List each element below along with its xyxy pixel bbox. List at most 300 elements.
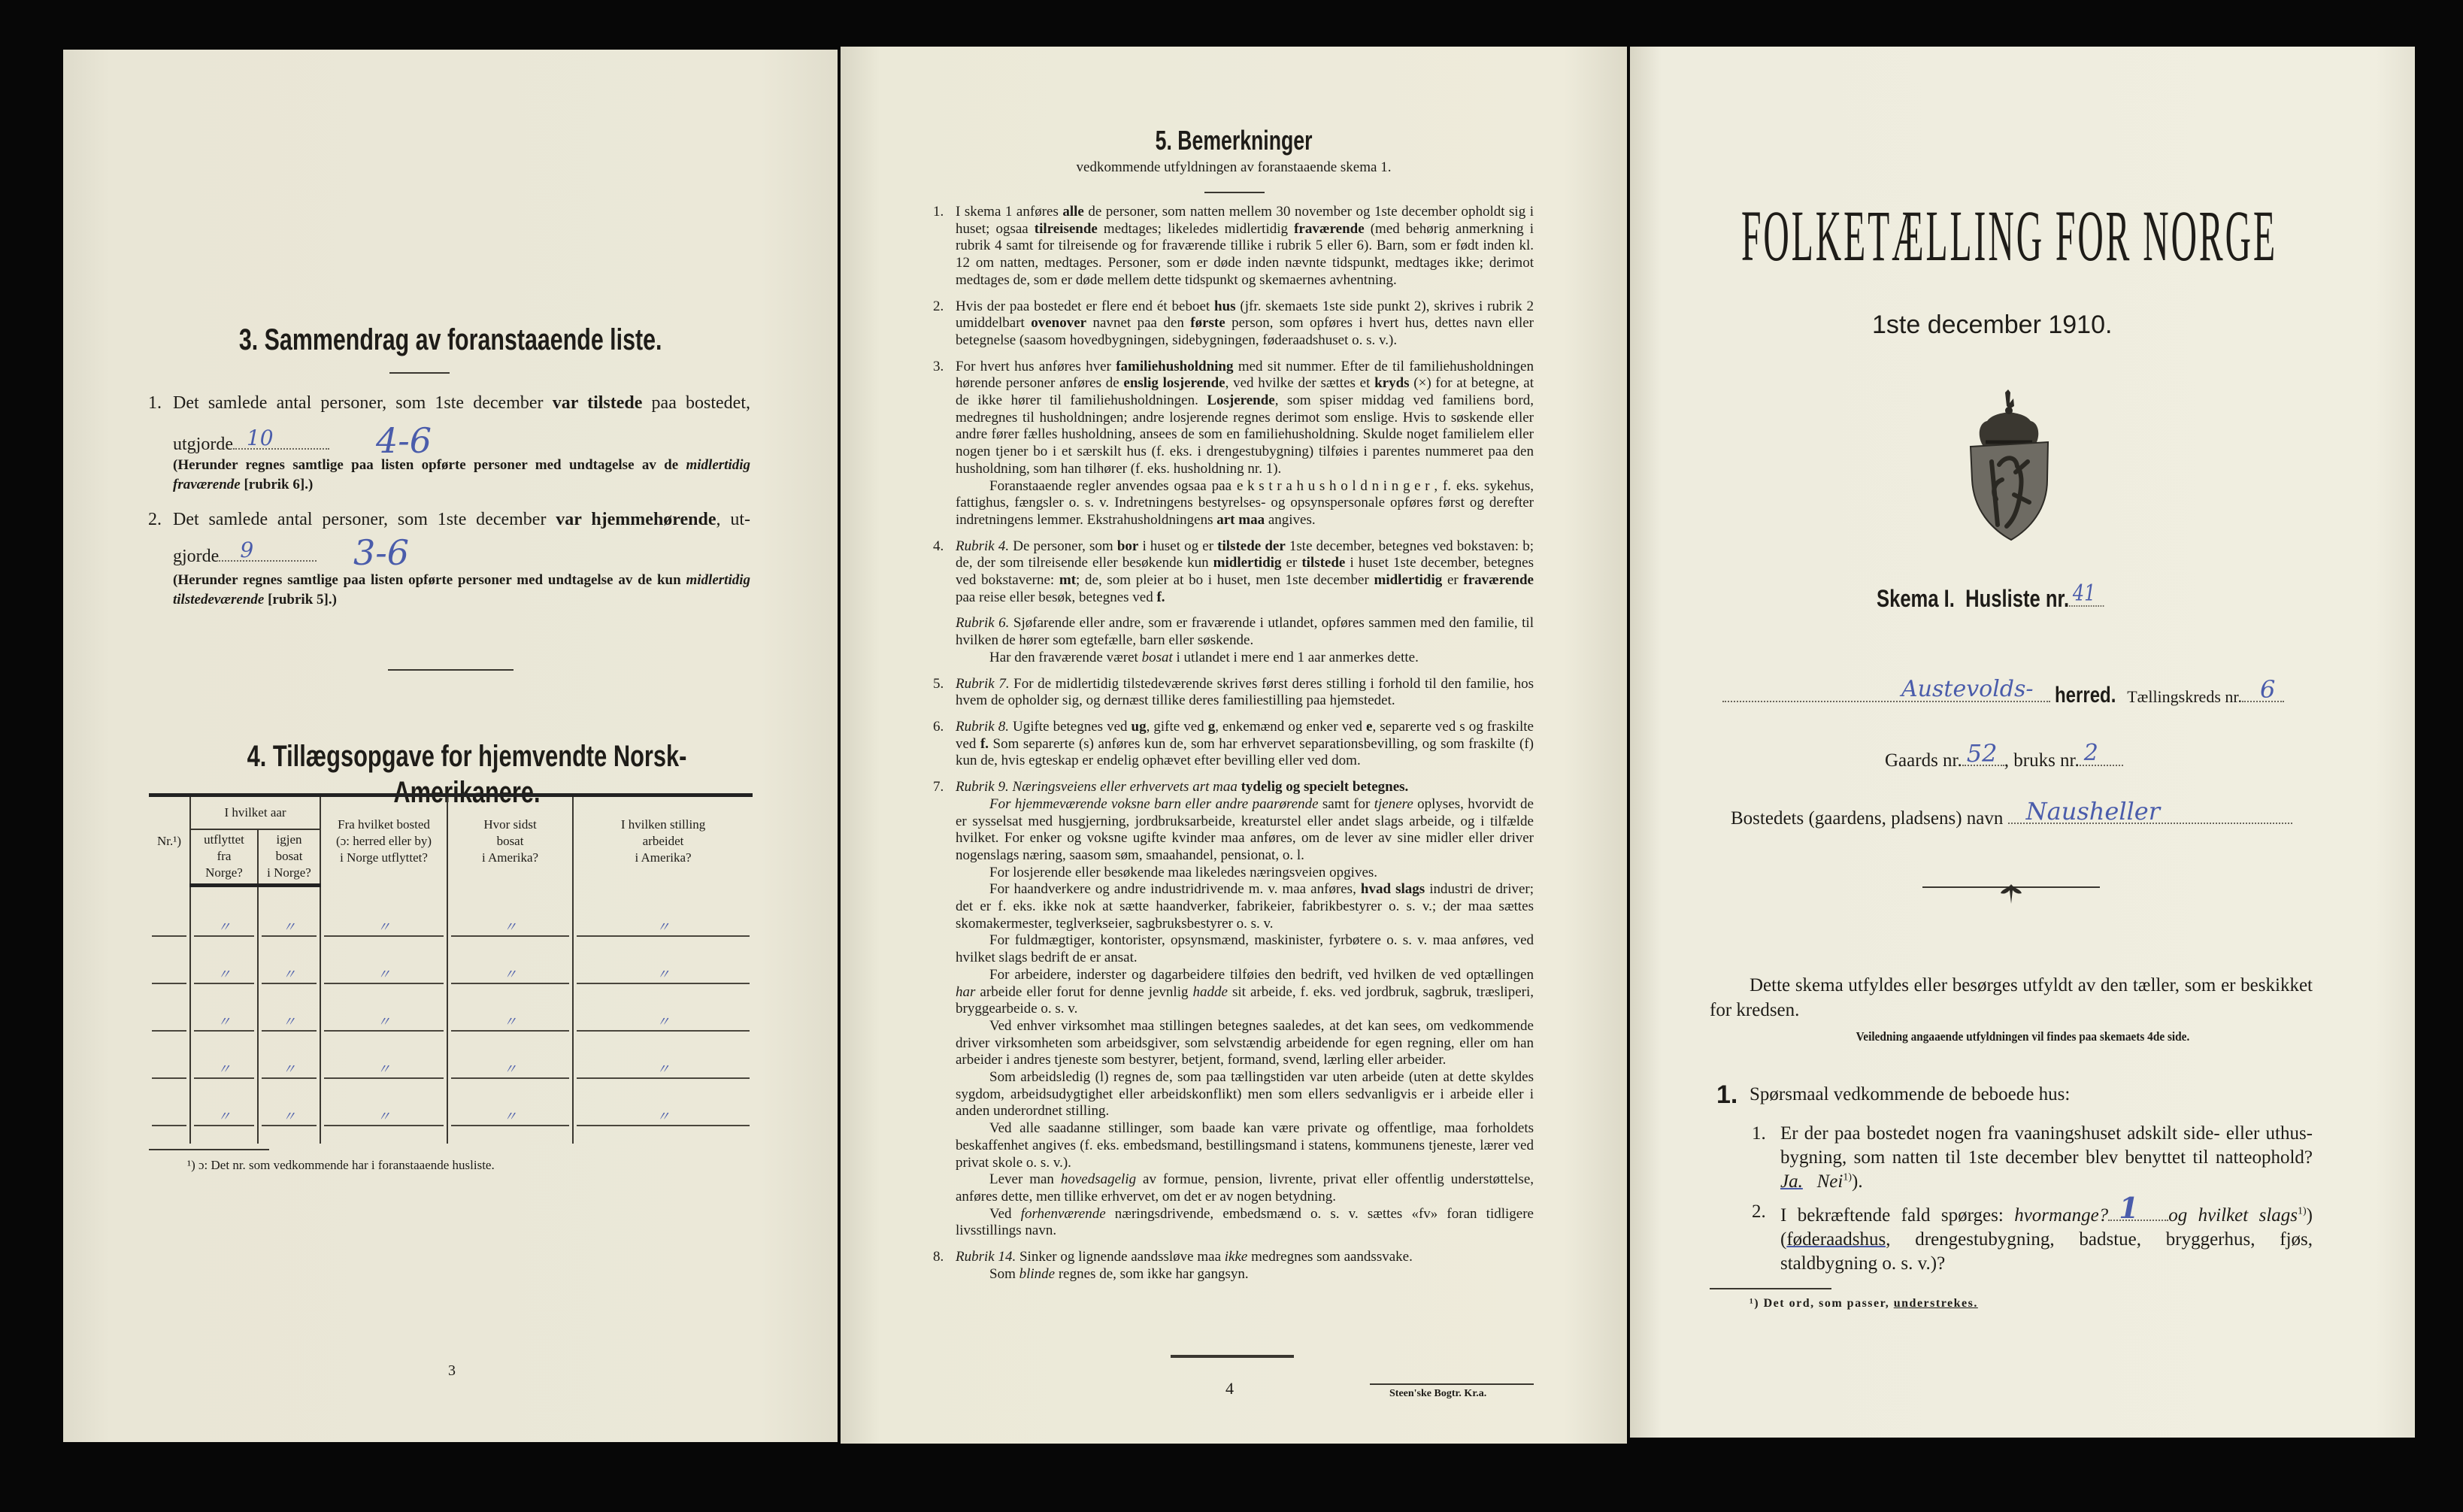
bold-text: tilreisende bbox=[1034, 220, 1098, 237]
handwritten-how-many: 1 bbox=[2119, 1191, 2139, 1225]
remark-paragraph bbox=[956, 1249, 1534, 1266]
table-cell[interactable] bbox=[258, 885, 320, 937]
kreds-field[interactable] bbox=[2242, 675, 2284, 704]
italic-text: blinde bbox=[1019, 1265, 1056, 1282]
text-run: , som spiser middag ved familiens bord, medregnes til husholdningen; andre losjerende regnes derimot som enslige. Hvis to søskende eller andre fører fælles husholdning, ansees de som en familiehusholdning. Skulde noget familielem eller nogen tjener bo i et særskilt hus (f. eks. i drengestubygning) tilføies i parentes nummeret paa den husholdning, som han tilhører (f. eks. husholdning nr. 1). bbox=[956, 392, 1534, 477]
table-cell bbox=[258, 1126, 320, 1144]
table-cell bbox=[190, 1126, 258, 1144]
handwritten-bruks-nr: 2 bbox=[2083, 740, 2098, 766]
table-body bbox=[149, 885, 753, 1144]
answer-underlined[interactable]: føderaadshus, bbox=[1786, 1229, 1891, 1250]
table-cell[interactable] bbox=[320, 885, 447, 937]
ditto-mark: 〃 bbox=[503, 920, 517, 935]
text-run: de personer, som natten mellem 30 november og 1ste december opholdt sig i huset; ogsaa bbox=[956, 204, 1534, 237]
dotted-line bbox=[233, 426, 329, 450]
printer-rule bbox=[1370, 1383, 1534, 1385]
q1-text bbox=[1780, 1122, 2313, 1194]
table-cell bbox=[149, 1126, 190, 1144]
table-row bbox=[149, 885, 753, 937]
gaards-field[interactable] bbox=[1962, 739, 2004, 768]
italic-text: hovedsagelig bbox=[1060, 1171, 1137, 1188]
italic-text: midlertidig fraværende bbox=[173, 457, 750, 492]
punctuation: ) bbox=[2306, 1205, 2313, 1226]
header-line: igjen bbox=[276, 832, 302, 847]
cell-underline bbox=[577, 920, 750, 937]
cover-footnote bbox=[1750, 1296, 1978, 1311]
ditto-mark: 〃 bbox=[503, 967, 517, 983]
question-section-title: Spørsmaal vedkommende de beboede hus: bbox=[1750, 1084, 2071, 1104]
cell-underline bbox=[262, 967, 317, 984]
header-line: fra bbox=[217, 849, 232, 864]
cell-underline bbox=[194, 967, 254, 984]
remark-paragraph bbox=[956, 865, 1534, 882]
table-cell[interactable] bbox=[320, 1032, 447, 1079]
text-run: paa reise eller besøk, betegnes ved bbox=[956, 589, 1157, 605]
bold-text: midlertidig bbox=[1213, 555, 1282, 571]
ditto-mark: 〃 bbox=[503, 1109, 517, 1125]
remark-item bbox=[933, 676, 1534, 710]
bold-text: tilstede der bbox=[1217, 538, 1286, 554]
text-run: arbeide eller forut for denne jevnlig bbox=[975, 983, 1193, 1000]
note-text bbox=[173, 457, 750, 492]
table-cell[interactable] bbox=[258, 937, 320, 984]
italic-text: forhenværende bbox=[1020, 1205, 1106, 1222]
text-run: Har den fraværende været bbox=[989, 649, 1142, 665]
cell-underline bbox=[194, 1109, 254, 1126]
text-run: person, som opføres i hvert hus, dettes navn eller betegnelse (saasom hovedbygningen, sidebygningen, føderaadshuset o. s. v.). bbox=[956, 315, 1534, 348]
bosted-field[interactable] bbox=[2008, 797, 2292, 826]
text-run: medtages; likeledes midlertidig bbox=[1097, 220, 1295, 237]
remark-item bbox=[933, 1249, 1534, 1283]
text-run: , gifte ved bbox=[1146, 718, 1208, 735]
cell-underline bbox=[194, 1062, 254, 1079]
ditto-mark: 〃 bbox=[656, 967, 671, 983]
skema-label: Skema I. bbox=[1877, 585, 1955, 612]
text-run: (Herunder regnes samtlige paa listen opførte personer med undtagelse av de bbox=[173, 457, 686, 473]
header-line: I hvilken stilling bbox=[620, 817, 706, 832]
divider bbox=[389, 372, 450, 374]
table-cell[interactable] bbox=[320, 937, 447, 984]
bold-text: art maa bbox=[1216, 511, 1265, 528]
italic-text: tjenere bbox=[1374, 795, 1413, 812]
cell-underline bbox=[324, 1014, 444, 1032]
table-cell[interactable] bbox=[190, 1079, 258, 1126]
bruks-label: , bruks nr. bbox=[2004, 750, 2080, 771]
table-cell[interactable] bbox=[320, 984, 447, 1032]
table-cell[interactable] bbox=[447, 984, 573, 1032]
ditto-mark: 〃 bbox=[377, 1109, 391, 1125]
col-header-emigrated bbox=[190, 829, 258, 885]
husliste-field[interactable] bbox=[2069, 580, 2104, 607]
table-cell[interactable] bbox=[258, 1032, 320, 1079]
text-run: oplyses, hvorvidt de er sysselsat med husgjerning, jordbruksarbeide, kreaturstel eller andet slags arbeide, og i tilfælde hvilket. For enker og voksne ugifte kvinder maa anføres, om de lever av sine midler eller driver nogenslags næring, saasom søm, smaahandel, pensionat, o. l. bbox=[956, 795, 1534, 863]
text-run: For hvert hus anføres hver bbox=[956, 358, 1116, 374]
remark-paragraph bbox=[956, 1120, 1534, 1171]
table-row bbox=[149, 984, 753, 1032]
remark-paragraph bbox=[956, 1266, 1534, 1283]
text-run: Det samlede antal personer, som 1ste december bbox=[173, 510, 556, 529]
ditto-mark: 〃 bbox=[503, 1062, 517, 1077]
italic-text: har bbox=[956, 983, 976, 1000]
cell-underline bbox=[262, 1062, 317, 1079]
header-line: bosat bbox=[496, 833, 524, 848]
bold-text: hus bbox=[1214, 298, 1236, 314]
handwritten-value: 10 bbox=[246, 426, 274, 450]
header-line: arbeidet bbox=[642, 833, 684, 848]
ditto-mark: 〃 bbox=[282, 1062, 296, 1077]
text-run: Foranstaaende regler anvendes ogsaa paa bbox=[989, 477, 1237, 494]
remark-paragraph bbox=[956, 1018, 1534, 1069]
text-run: angives. bbox=[1265, 511, 1316, 528]
col-header-returned bbox=[258, 829, 320, 885]
coat-of-arms-icon bbox=[1969, 389, 2049, 541]
text-run: [rubrik 6].) bbox=[240, 477, 314, 492]
remark-number: 8. bbox=[933, 1249, 944, 1265]
answer-ja-underlined[interactable]: Ja. bbox=[1780, 1171, 1803, 1192]
cell-underline bbox=[451, 920, 569, 937]
remark-number: 3. bbox=[933, 358, 944, 374]
italic-text: Rubrik 8. bbox=[956, 718, 1009, 735]
text-run: industri de driver; det er f. eks. ikke nok at sætte haandverker, fabrikeier, fabrikbestyrer o. s. v.; der maa sættes skomakermester, teglverkseier, sagbruksbestyrer o. s. v. bbox=[956, 881, 1534, 932]
footnote-divider bbox=[1710, 1288, 1831, 1289]
cell-underline bbox=[577, 1109, 750, 1126]
page-4 bbox=[841, 47, 1627, 1444]
text-run: medregnes som aandssvake. bbox=[1247, 1249, 1413, 1265]
italic-text: Rubrik 14. bbox=[956, 1249, 1016, 1265]
footnote-ref: 1) bbox=[1843, 1171, 1852, 1183]
herred-field[interactable] bbox=[1722, 676, 2050, 702]
kind-label: og hvilket slags bbox=[2168, 1205, 2298, 1226]
text-run: samt for bbox=[1318, 795, 1374, 812]
note-present bbox=[173, 456, 750, 495]
husliste-label: Husliste nr. bbox=[1965, 585, 2070, 612]
cell-underline bbox=[577, 1062, 750, 1079]
text-run: For losjerende eller besøkende maa likeledes næringsveien opgives. bbox=[989, 864, 1378, 880]
remark-paragraph bbox=[956, 719, 1534, 770]
table-cell[interactable] bbox=[573, 937, 753, 984]
text-run: , ut- bbox=[716, 510, 750, 529]
bruks-field[interactable] bbox=[2080, 740, 2123, 766]
remark-paragraph bbox=[956, 796, 1534, 865]
ditto-mark: 〃 bbox=[656, 920, 671, 935]
text-run: (jfr. skemaets 1ste side punkt 2), skrives i rubrik 2 umiddelbart bbox=[956, 298, 1534, 332]
text-run: Som separerte (s) anføres kun de, som har erhvervet separationsbevilling, og som fraskilte (f) kun de, hvis egteskap er endelig ophævet efter bevilling eller ved dom. bbox=[956, 735, 1534, 769]
remark-paragraph bbox=[956, 881, 1534, 932]
bold-text: var hjemmehørende bbox=[556, 510, 716, 529]
bold-text: e bbox=[1366, 718, 1373, 735]
text-run: i huset 1ste december, betegnes ved bokstaverne: bbox=[956, 555, 1534, 589]
text-run: regnes de, som ikke har gangsyn. bbox=[1055, 1265, 1249, 1282]
table-cell[interactable] bbox=[573, 984, 753, 1032]
text-run: For de midlertidig tilstedeværende skrives først deres stilling i forhold til den familie, hos hvem de opholder sig, og dernæst tillike deres familiestilling paa hjemstedet. bbox=[956, 675, 1534, 709]
col-header-nr: Nr.¹) bbox=[149, 795, 190, 886]
handwritten-herred: Austevolds- bbox=[1901, 676, 2034, 702]
cell-underline bbox=[194, 920, 254, 937]
remark-number: 2. bbox=[933, 298, 944, 314]
divider bbox=[388, 669, 514, 671]
ditto-mark: 〃 bbox=[217, 1109, 231, 1125]
header-line: i Norge utflyttet? bbox=[340, 850, 428, 865]
bold-text: første bbox=[1190, 315, 1225, 332]
skema-husliste-line bbox=[1877, 580, 2161, 614]
header-line: Hvor sidst bbox=[483, 817, 537, 832]
italic-text: Rubrik 7. bbox=[956, 675, 1010, 692]
item-num: 2. bbox=[148, 510, 162, 529]
text-run: Hvis der paa bostedet er flere end ét beboet bbox=[956, 298, 1215, 314]
remark-number: 7. bbox=[933, 779, 944, 795]
herred-line bbox=[1722, 675, 2284, 709]
q2-question: I bekræftende fald spørges: bbox=[1780, 1205, 2015, 1226]
bold-text: tilstede bbox=[1301, 555, 1346, 571]
text-run: Ved alle saadanne stillinger, som baade kan være private og offentlige, maa forholdets beskaffenhet angives (f. eks. embedsmand, bestillingsmand i statens, kommunens tjeneste, lærer ved privat skole o. s. v.). bbox=[956, 1120, 1534, 1171]
table-cell[interactable] bbox=[190, 1032, 258, 1079]
table-cell bbox=[320, 1126, 447, 1144]
how-many-field[interactable] bbox=[2108, 1191, 2168, 1225]
summary-present-text bbox=[173, 392, 750, 414]
remark-paragraph bbox=[956, 359, 1534, 478]
remark-number: 5. bbox=[933, 675, 944, 692]
ditto-mark: 〃 bbox=[217, 920, 231, 935]
cell-underline bbox=[577, 967, 750, 984]
bold-text: hvad slags bbox=[1360, 881, 1425, 898]
bold-text: bor bbox=[1116, 538, 1139, 554]
header-line: i Norge? bbox=[267, 865, 311, 880]
ditto-mark: 〃 bbox=[217, 1062, 231, 1077]
cell-underline bbox=[194, 1014, 254, 1032]
census-title: FOLKETÆLLING FOR NORGE bbox=[1741, 195, 2277, 276]
text-run: , enkemænd og enker ved bbox=[1215, 718, 1367, 735]
handwritten-correction: 3-6 bbox=[353, 532, 410, 573]
text-run: er bbox=[1442, 572, 1464, 589]
italic-text: ikke bbox=[1224, 1249, 1248, 1265]
bold-text: alle bbox=[1062, 204, 1084, 220]
bold-text: g bbox=[1207, 718, 1216, 735]
text-run: [rubrik 5].) bbox=[264, 592, 337, 608]
bold-text: familiehusholdning bbox=[1116, 358, 1234, 374]
text-run: er bbox=[1281, 555, 1302, 571]
gaards-label: Gaards nr. bbox=[1885, 750, 1962, 771]
col-header-occupation bbox=[573, 795, 753, 886]
header-line: Fra hvilket bosted bbox=[338, 817, 430, 832]
remark-item bbox=[933, 719, 1534, 770]
spaced-text: ekstrahusholdninger bbox=[1236, 477, 1434, 494]
remark-paragraph bbox=[956, 932, 1534, 966]
text-run: Ved bbox=[989, 1205, 1021, 1222]
remarks-heading: 5. Bemerkninger bbox=[1155, 125, 1313, 156]
italic-text: Rubrik 4. bbox=[956, 538, 1010, 554]
table-cell[interactable] bbox=[258, 984, 320, 1032]
table-cell[interactable] bbox=[573, 1032, 753, 1079]
table-cell[interactable] bbox=[190, 984, 258, 1032]
table-cell[interactable] bbox=[447, 1079, 573, 1126]
text-run: av formue, pension, livrente, privat eller offentlig understøttelse, anføres dette, men tillike erhvervet, om det er av nogen betydning. bbox=[956, 1171, 1534, 1204]
handwritten-correction: 4-6 bbox=[376, 420, 432, 461]
remark-paragraph bbox=[956, 676, 1534, 710]
col-group-year: I hvilket aar bbox=[190, 795, 320, 830]
text-run: (med behørig anmerkning i rubrik 4 samt for tilreisende og for fraværende tillike i rubrik 5 eller 6). Barn, som er født inden kl. 12 om natten, medtages. Personer, som er døde inden nævnte tidspunkt, medtages ikke; derimot medtages de, som er døde mellem dette tidspunkt og skemaernes avhentning. bbox=[956, 220, 1534, 288]
text-run: (Herunder regnes samtlige paa listen opførte personer med undtagelse av de kun bbox=[173, 572, 686, 588]
guidance-note: Veiledning angaaende utfyldningen vil findes paa skemaets 4de side. bbox=[1856, 1029, 2189, 1044]
text-run: De personer, som bbox=[1009, 538, 1117, 554]
cell-underline bbox=[451, 1109, 569, 1126]
cell-underline bbox=[262, 1109, 317, 1126]
bold-text: ovenover bbox=[1031, 315, 1087, 332]
printer-imprint: Steen'ske Bogtr. Kr.a. bbox=[1389, 1388, 1487, 1399]
cell-underline bbox=[324, 1062, 444, 1079]
ditto-mark: 〃 bbox=[377, 1062, 391, 1077]
text-run: , ved hvilke der sættes et bbox=[1225, 375, 1375, 392]
remark-number: 6. bbox=[933, 718, 944, 735]
remark-paragraph bbox=[956, 478, 1534, 529]
table-cell[interactable] bbox=[447, 885, 573, 937]
punctuation: ). bbox=[1852, 1171, 1863, 1192]
bosted-line bbox=[1731, 797, 2292, 831]
bold-text: ug bbox=[1131, 718, 1147, 735]
q1-question: Er der paa bostedet nogen fra vaaningshuset adskilt side- eller uthus-bygning, som natten til 1ste december blev benyttet til natteophold? bbox=[1780, 1123, 2313, 1168]
text-run: (×) for at betegne, at de ikke hører til familiehusholdningen. bbox=[956, 375, 1534, 409]
ornament-icon bbox=[1922, 883, 2100, 907]
field-label: gjorde bbox=[173, 547, 220, 566]
ditto-mark: 〃 bbox=[282, 920, 296, 935]
table-cell bbox=[573, 1126, 753, 1144]
ditto-mark: 〃 bbox=[282, 1109, 296, 1125]
dotted-line bbox=[219, 538, 317, 562]
ditto-mark: 〃 bbox=[656, 1109, 671, 1125]
table-row bbox=[149, 937, 753, 984]
census-date: 1ste december 1910. bbox=[1872, 311, 2113, 339]
table-filler-row bbox=[149, 1126, 753, 1144]
table-cell[interactable] bbox=[190, 937, 258, 984]
bold-text: midlertidig bbox=[1374, 572, 1443, 589]
ditto-mark: 〃 bbox=[377, 920, 391, 935]
text-run: i huset og er bbox=[1138, 538, 1218, 554]
table-cell[interactable] bbox=[447, 1032, 573, 1079]
remark-item bbox=[933, 298, 1534, 350]
item-num: 1. bbox=[148, 393, 162, 413]
remarks-subtitle: vedkommende utfyldningen av foranstaaende skema 1. bbox=[1076, 159, 1392, 175]
footnote-ref: 1) bbox=[2298, 1205, 2307, 1217]
text-run: I skema 1 anføres bbox=[956, 204, 1063, 220]
ditto-mark: 〃 bbox=[656, 1062, 671, 1077]
answer-nei[interactable]: Nei bbox=[1816, 1171, 1843, 1192]
cell-underline bbox=[451, 1062, 569, 1079]
text-run: Sinker og lignende aandssløve maa bbox=[1016, 1249, 1225, 1265]
text-run: , f. eks. sykehus, fattighus, fængsler o. s. v. Indretningens bestyrelses- og opsynspersonale opføres først og derefter indretningens lemmer. Ekstrahusholdningens bbox=[956, 477, 1534, 528]
header-line: Norge? bbox=[205, 865, 243, 880]
table-cell[interactable] bbox=[149, 885, 190, 937]
text-run: sit arbeide, f. eks. ved jordbruk, sagbruk, træsliperi, bryggearbeide o. s. v. bbox=[956, 983, 1534, 1017]
page-number: 4 bbox=[1225, 1379, 1234, 1398]
remark-paragraph bbox=[956, 538, 1534, 607]
remark-paragraph bbox=[956, 615, 1534, 649]
cell-underline bbox=[451, 1014, 569, 1032]
ditto-mark: 〃 bbox=[282, 967, 296, 983]
text-run: , separerte ved s og fraskilte ved bbox=[956, 718, 1534, 752]
text-run: i utlandet i mere end 1 aar anmerkes dette. bbox=[1172, 649, 1419, 665]
section-4-heading: 4. Tillægsopgave for hjemvendte Norsk-Amerikanere. bbox=[247, 740, 687, 809]
text-run: paa bostedet, bbox=[642, 393, 751, 413]
handwritten-bosted: Nausheller bbox=[2025, 797, 2161, 826]
cover-footnote-block bbox=[1630, 1288, 2415, 1318]
remark-item bbox=[933, 204, 1534, 289]
footnote-divider bbox=[149, 1149, 269, 1150]
cell-underline bbox=[324, 1109, 444, 1126]
intro-paragraph: Dette skema utfyldes eller besørges utfyldt av den tæller, som er beskikket for kredsen. bbox=[1710, 975, 2313, 1020]
italic-text: For hjemmeværende voksne barn eller andre paarørende bbox=[989, 795, 1319, 812]
text-run: For haandverkere og andre industridrivende m. v. maa anføres, bbox=[989, 881, 1361, 898]
remark-paragraph bbox=[956, 1171, 1534, 1205]
table-cell[interactable] bbox=[573, 885, 753, 937]
table-cell[interactable] bbox=[258, 1079, 320, 1126]
table-cell[interactable] bbox=[320, 1079, 447, 1126]
divider bbox=[1204, 192, 1265, 193]
text-run: 1ste december, betegnes ved bokstaven: b; de, der som tilreisende eller besøkende kun bbox=[956, 538, 1534, 571]
header-line: utflyttet bbox=[204, 832, 244, 847]
resident-total-field[interactable] bbox=[173, 532, 410, 573]
herred-label: herred. bbox=[2055, 683, 2116, 708]
table-cell[interactable] bbox=[149, 1032, 190, 1079]
bold-text: tydelig og specielt betegnes. bbox=[1241, 779, 1409, 795]
page-3 bbox=[63, 50, 838, 1442]
text-run: Lever man bbox=[989, 1171, 1061, 1188]
remark-number: 1. bbox=[933, 204, 944, 220]
page-number: 3 bbox=[448, 1362, 456, 1379]
table-row bbox=[149, 1079, 753, 1126]
remark-paragraph bbox=[956, 204, 1534, 289]
note-resident bbox=[173, 571, 750, 610]
bold-text: var tilstede bbox=[552, 393, 643, 413]
table-cell[interactable] bbox=[149, 1079, 190, 1126]
remark-item bbox=[933, 779, 1534, 1240]
table-cell[interactable] bbox=[190, 885, 258, 937]
page-1-cover bbox=[1630, 47, 2415, 1438]
bosted-label: Bostedets (gaardens, pladsens) navn bbox=[1731, 808, 2004, 829]
bold-text: fraværende bbox=[1294, 220, 1365, 237]
italic-text: midlertidig tilstedeværende bbox=[173, 572, 750, 608]
handwritten-kreds-nr: 6 bbox=[2260, 675, 2276, 704]
footnote-underlined: understrekes. bbox=[1893, 1297, 1978, 1310]
text-run: For arbeidere, inderster og dagarbeidere tilføies den bedrift, ved hvilken de ved optællingen bbox=[989, 966, 1534, 983]
cell-underline bbox=[262, 1014, 317, 1032]
cell-underline bbox=[262, 920, 317, 937]
ditto-mark: 〃 bbox=[217, 1014, 231, 1030]
end-rule bbox=[1171, 1355, 1294, 1358]
text-run: Som arbeidsledig (l) regnes de, som paa tællingstiden var uten arbeide (uten at dette skyldes sygdom, arbeidsudygtighet eller arbeidskonflikt) men som ellers sedvanligvis er i arbeide eller i anden underordnet stilling. bbox=[956, 1069, 1534, 1120]
table-cell[interactable] bbox=[149, 937, 190, 984]
ditto-mark: 〃 bbox=[656, 1014, 671, 1030]
gaards-line bbox=[1885, 739, 2123, 773]
bold-text: Losjerende bbox=[1207, 392, 1275, 409]
present-total-field[interactable] bbox=[173, 420, 432, 461]
ditto-mark: 〃 bbox=[503, 1014, 517, 1030]
italic-text: Rubrik 9. bbox=[956, 779, 1009, 795]
remark-paragraph bbox=[956, 650, 1534, 667]
table-cell[interactable] bbox=[149, 984, 190, 1032]
footnote-mark: ¹) bbox=[1750, 1297, 1760, 1310]
q2-num: 2. bbox=[1752, 1201, 1766, 1222]
table-cell[interactable] bbox=[573, 1079, 753, 1126]
q2-options: drengestubygning, badstue, bryggerhus, fjøs, staldbygning o. s. v.)? bbox=[1780, 1229, 2313, 1274]
cell-underline bbox=[324, 967, 444, 984]
text-run: Det samlede antal personer, som 1ste december bbox=[173, 393, 553, 413]
bold-text: mt bbox=[1059, 572, 1077, 589]
ditto-mark: 〃 bbox=[217, 967, 231, 983]
table-cell[interactable] bbox=[447, 937, 573, 984]
kreds-label: Tællingskreds nr. bbox=[2127, 687, 2242, 706]
ditto-mark: 〃 bbox=[377, 967, 391, 983]
punctuation: ( bbox=[1780, 1229, 1787, 1250]
col-header-last-residence bbox=[447, 795, 573, 886]
